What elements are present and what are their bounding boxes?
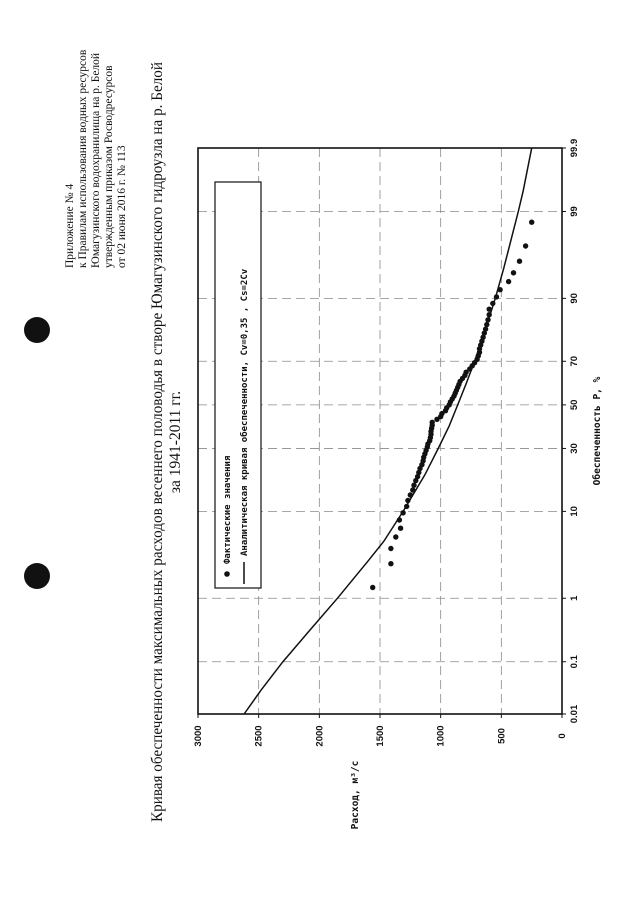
y-tick-label: 1000 [435, 725, 447, 747]
legend-label-curve: Аналитическая кривая обеспеченности, Cv=0,35 , Cs=2Cv [240, 268, 250, 556]
data-point [410, 487, 415, 492]
x-tick-label: 0.01 [569, 704, 580, 724]
data-point [517, 259, 522, 264]
data-point [398, 526, 403, 531]
data-point [497, 287, 502, 292]
data-point [484, 322, 489, 327]
analytical-curve-line [244, 148, 532, 714]
data-point [511, 270, 516, 275]
data-point [388, 561, 393, 566]
chart [193, 139, 603, 830]
data-point [506, 279, 511, 284]
data-point [397, 517, 402, 522]
x-tick-label: 99 [569, 206, 580, 217]
header-line-2: к Правилам использования водных ресурсов [77, 49, 89, 268]
data-point [487, 312, 492, 317]
x-tick-label: 50 [569, 399, 580, 411]
header-line-1: Приложение № 4 [64, 183, 76, 268]
data-point [529, 220, 534, 225]
data-point [393, 534, 398, 539]
legend-box [215, 182, 261, 588]
header-line-3: Юмагузинского водохранилища на р. Белой [90, 52, 102, 268]
appendix-header [64, 49, 128, 268]
x-axis-label: Обеспеченность P, % [592, 376, 603, 486]
data-point [370, 585, 375, 590]
data-point [404, 504, 409, 509]
chart-title-line-2: за 1941-2011 гг. [167, 390, 184, 494]
legend-label-points: Фактические значения [223, 455, 233, 564]
data-point [523, 243, 528, 248]
x-tick-label: 90 [569, 293, 580, 304]
probability-axis-ticks [562, 139, 580, 724]
y-axis-label: Расход, м³/с [350, 760, 361, 830]
data-point [411, 483, 416, 488]
data-point [388, 546, 393, 551]
data-point [405, 498, 410, 503]
x-tick-label: 1 [569, 595, 580, 601]
y-tick-label: 2500 [253, 725, 265, 747]
discharge-axis-ticks [193, 714, 568, 747]
data-point [494, 294, 499, 299]
header-line-4: утвержденным приказом Росводресурсов [103, 65, 115, 268]
y-tick-label: 1500 [375, 725, 386, 747]
y-tick-label: 500 [496, 728, 508, 744]
analytical-curve-layer [244, 148, 532, 714]
x-tick-label: 70 [569, 355, 580, 367]
legend [215, 182, 261, 588]
header-line-5: от 02 июня 2016 г. № 113 [116, 145, 128, 268]
x-tick-label: 10 [569, 506, 580, 517]
chart-title-line-1: Кривая обеспеченности максимальных расходов весеннего половодья в створе Юмагузинского гидроузла на р. Белой [149, 45, 166, 822]
y-tick-label: 3000 [193, 725, 204, 747]
y-tick-label: 2000 [314, 725, 326, 747]
data-point [490, 301, 495, 306]
data-point [487, 307, 492, 312]
x-tick-label: 0.1 [569, 655, 580, 669]
legend-dot-icon [224, 571, 230, 577]
data-point [408, 492, 413, 497]
y-tick-label: 0 [557, 733, 568, 739]
data-point [400, 510, 405, 515]
data-point [485, 317, 490, 322]
x-tick-label: 30 [569, 443, 580, 454]
x-tick-label: 99.9 [569, 138, 580, 158]
data-point [430, 420, 435, 425]
